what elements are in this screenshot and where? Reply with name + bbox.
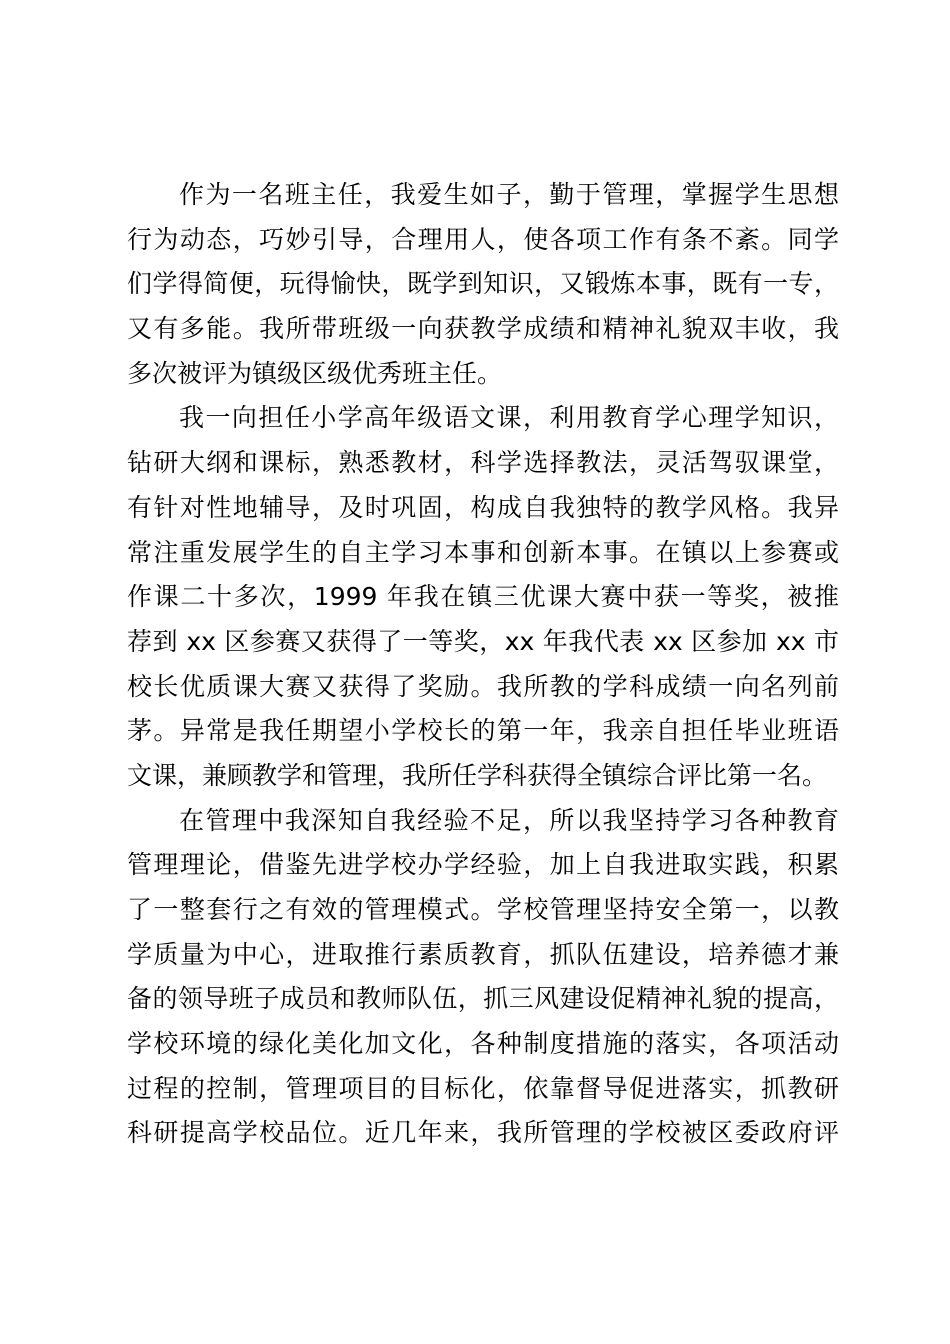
paragraph-2 [127,396,839,798]
text-line: 钻研大纲和课标，熟悉教材，科学选择教法，灵活驾驭课堂， [127,448,839,478]
text-line: 行为动态，巧妙引导，合理用人，使各项工作有条不紊。同学 [127,224,839,254]
text-line: 有针对性地辅导，及时巩固，构成自我独特的教学风格。我异 [127,492,839,522]
text-line: 荐到 xx 区参赛又获得了一等奖，xx 年我代表 xx 区参加 xx 市 [127,626,839,656]
text-line: 常注重发展学生的自主学习本事和创新本事。在镇以上参赛或 [127,537,839,567]
text-line: 备的领导班子成员和教师队伍，抓三风建设促精神礼貌的提高， [127,984,839,1014]
paragraph-1 [127,173,839,396]
text-line: 校长优质课大赛又获得了奖励。我所教的学科成绩一向名列前 [127,671,839,701]
text-line: 们学得简便，玩得愉快，既学到知识，又锻炼本事，既有一专， [127,269,839,299]
body-text [127,173,839,1156]
text-line: 文课，兼顾教学和管理，我所任学科获得全镇综合评比第一名。 [127,760,828,790]
text-line: 管理理论，借鉴先进学校办学经验，加上自我进取实践，积累 [127,850,839,880]
text-line: 我一向担任小学高年级语文课，利用教育学心理学知识， [179,403,839,433]
text-line: 又有多能。我所带班级一向获教学成绩和精神礼貌双丰收，我 [127,314,839,344]
text-line: 作为一名班主任，我爱生如子，勤于管理，掌握学生思想 [179,180,839,209]
text-line: 了一整套行之有效的管理模式。学校管理坚持安全第一，以教 [127,895,839,924]
text-line: 学质量为中心，进取推行素质教育，抓队伍建设，培养德才兼 [127,939,839,969]
paragraph-3 [127,799,839,1157]
text-line: 学校环境的绿化美化加文化，各种制度措施的落实，各项活动 [127,1029,839,1059]
text-line: 科研提高学校品位。近几年来，我所管理的学校被区委政府评 [127,1118,839,1148]
text-line: 过程的控制，管理项目的目标化，依靠督导促进落实，抓教研 [127,1073,839,1103]
text-line: 在管理中我深知自我经验不足，所以我坚持学习各种教育 [179,805,839,835]
text-line: 作课二十多次，1999 年我在镇三优课大赛中获一等奖，被推 [127,582,839,612]
text-line: 茅。异常是我任期望小学校长的第一年，我亲自担任毕业班语 [127,716,839,746]
text-line: 多次被评为镇级区级优秀班主任。 [127,358,503,388]
